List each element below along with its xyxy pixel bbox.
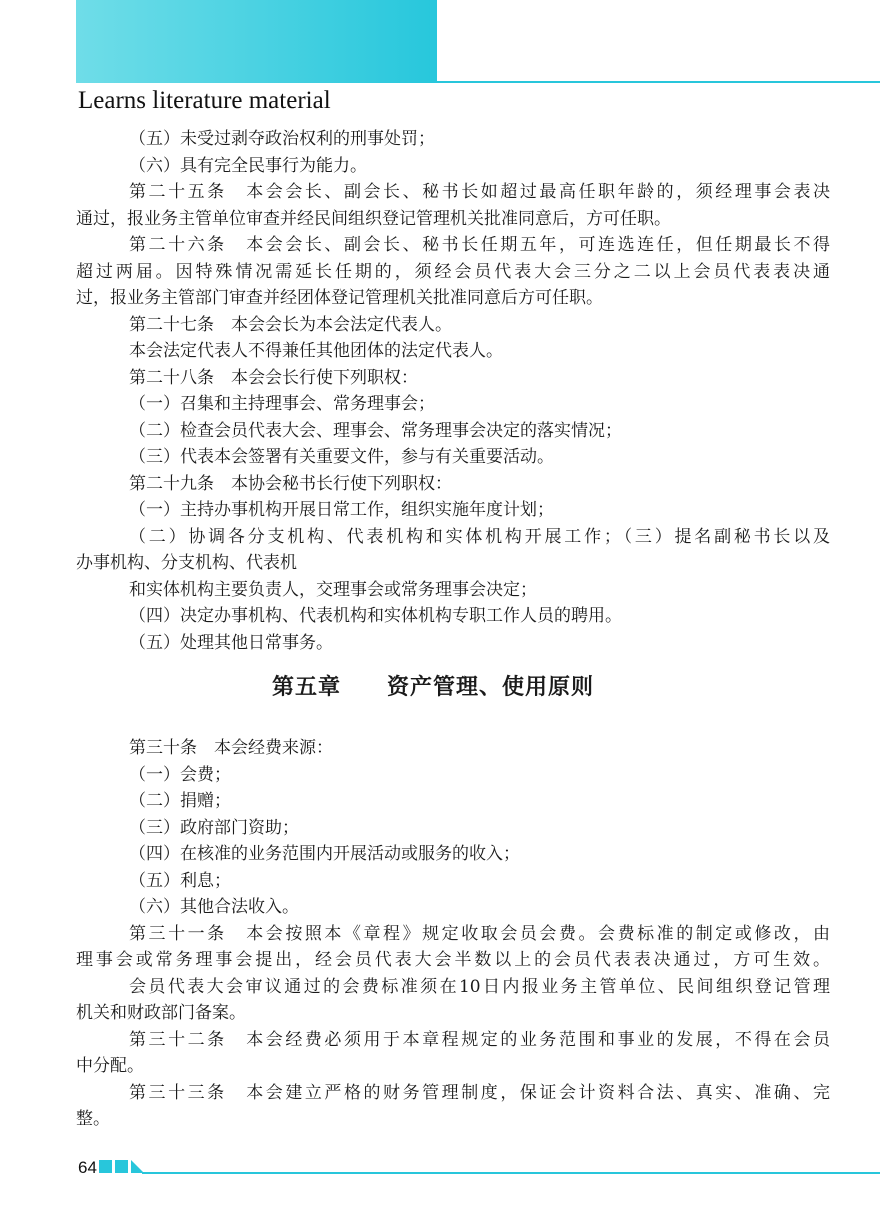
- paragraph-line: （一）会费；: [129, 764, 231, 785]
- paragraph-line: （五）处理其他日常事务。: [129, 632, 333, 653]
- header-rule: [437, 81, 880, 83]
- paragraph-line: （二）协调各分支机构、代表机构和实体机构开展工作；（三）提名副秘书长以及: [129, 526, 830, 547]
- footer-square: [99, 1160, 112, 1173]
- paragraph-line: （一）主持办事机构开展日常工作，组织实施年度计划；: [129, 500, 554, 520]
- paragraph-line: （四）决定办事机构、代表机构和实体机构专职工作人员的聘用。: [129, 606, 622, 626]
- paragraph-line: 通过，报业务主管单位审查并经民间组织登记管理机关批准同意后，方可任职。: [76, 208, 671, 229]
- paragraph-line: 整。: [76, 1109, 110, 1129]
- paragraph-line: （四）在核准的业务范围内开展活动或服务的收入；: [129, 844, 520, 864]
- paragraph-line: （三）代表本会签署有关重要文件，参与有关重要活动。: [129, 447, 554, 467]
- paragraph-line: 中分配。: [76, 1056, 144, 1076]
- paragraph-line: 第三十条 本会经费来源：: [129, 738, 333, 758]
- paragraph-line: 第二十八条 本会会长行使下列职权：: [129, 367, 418, 388]
- paragraph-line: 办事机构、分支机构、代表机: [76, 553, 297, 573]
- paragraph-line: （三）政府部门资助；: [129, 817, 299, 838]
- paragraph-line: 第二十五条 本会会长、副会长、秘书长如超过最高任职年龄的，须经理事会表决: [129, 182, 830, 202]
- paragraph-line: 第三十二条 本会经费必须用于本章程规定的业务范围和事业的发展，不得在会员: [129, 1029, 830, 1050]
- paragraph-line: 第二十七条 本会会长为本会法定代表人。: [129, 314, 452, 335]
- paragraph-line: （二）捐赠；: [129, 791, 231, 811]
- running-header-title: Learns literature material: [78, 87, 331, 114]
- paragraph-line: （五）利息；: [129, 870, 231, 891]
- paragraph-line: （五）未受过剥夺政治权利的刑事处罚；: [129, 129, 435, 149]
- paragraph-line: 第二十六条 本会会长、副会长、秘书长任期五年，可连选连任，但任期最长不得: [129, 235, 830, 255]
- paragraph-line: （六）其他合法收入。: [129, 897, 299, 917]
- paragraph-line: 理事会或常务理事会提出，经会员代表大会半数以上的会员代表表决通过，方可生效。: [76, 950, 830, 970]
- paragraph-line: 和实体机构主要负责人，交理事会或常务理事会决定；: [129, 579, 537, 600]
- paragraph-line: 第三十三条 本会建立严格的财务管理制度，保证会计资料合法、真实、准确、完: [129, 1082, 830, 1103]
- paragraph-line: 本会法定代表人不得兼任其他团体的法定代表人。: [129, 341, 503, 361]
- paragraph-line: 第二十九条 本协会秘书长行使下列职权：: [129, 473, 452, 494]
- page-number: 64: [78, 1158, 97, 1177]
- chapter-heading: 第五章 资产管理、使用原则: [272, 675, 595, 700]
- header-color-block: [76, 0, 437, 83]
- footer-square: [115, 1160, 128, 1173]
- paragraph-line: 机关和财政部门备案。: [76, 1003, 246, 1023]
- paragraph-line: 超过两届。因特殊情况需延长任期的，须经会员代表大会三分之二以上会员代表表决通: [76, 261, 830, 282]
- paragraph-line: 会员代表大会审议通过的会费标准须在10日内报业务主管单位、民间组织登记管理: [129, 976, 830, 997]
- paragraph-line: 第三十一条 本会按照本《章程》规定收取会员会费。会费标准的制定或修改，由: [129, 923, 830, 944]
- page-body: [76, 126, 830, 1133]
- paragraph-line: （六）具有完全民事行为能力。: [129, 155, 367, 176]
- paragraph-line: 过，报业务主管部门审查并经团体登记管理机关批准同意后方可任职。: [76, 288, 603, 308]
- paragraph-line: （二）检查会员代表大会、理事会、常务理事会决定的落实情况；: [129, 420, 622, 441]
- footer-rule: [142, 1172, 880, 1174]
- chapter-spacer: [76, 725, 830, 735]
- paragraph-line: （一）召集和主持理事会、常务理事会；: [129, 394, 435, 414]
